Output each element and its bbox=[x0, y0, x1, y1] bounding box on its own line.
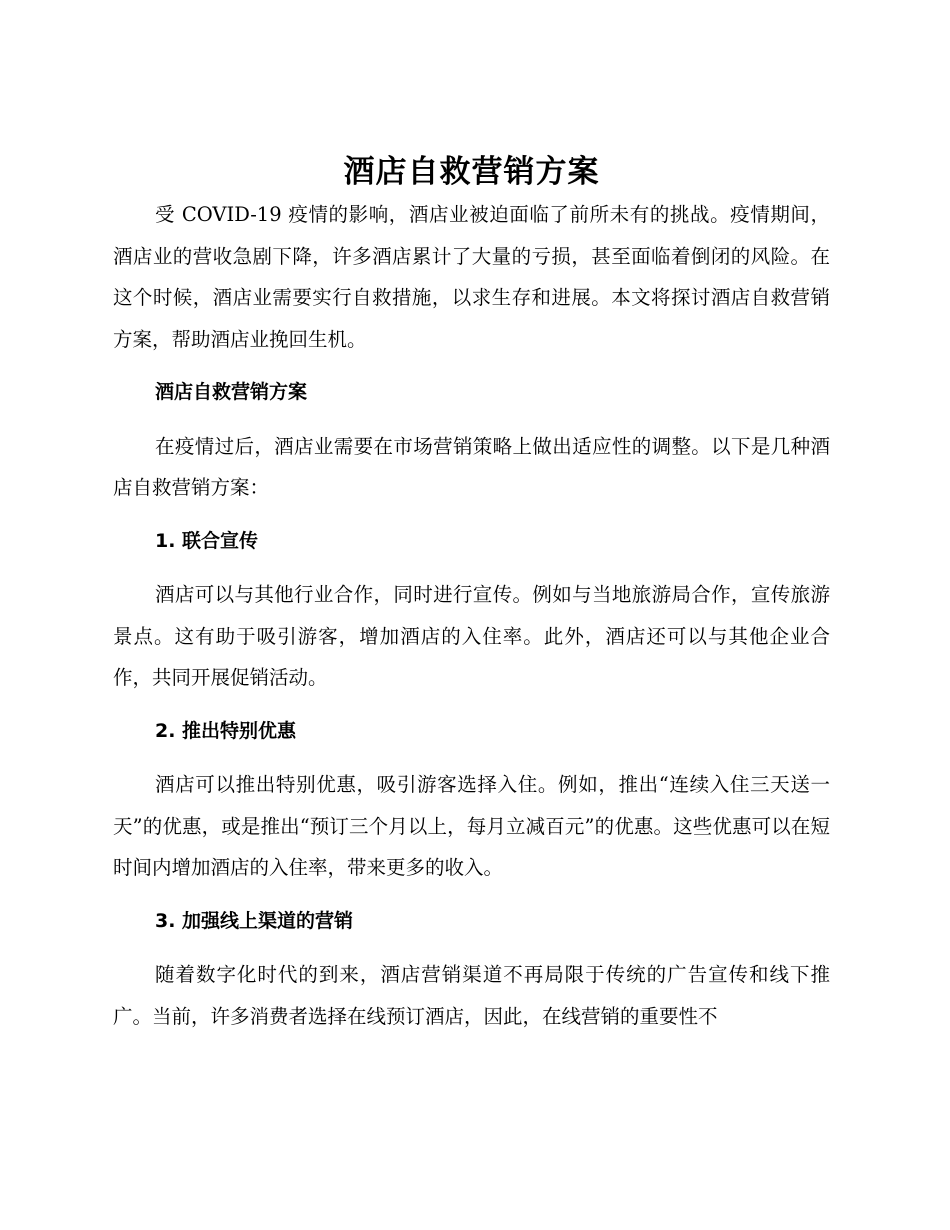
section-intro-paragraph: 在疫情过后，酒店业需要在市场营销策略上做出适应性的调整。以下是几种酒店自救营销方案： bbox=[113, 434, 830, 499]
item-heading-1: 1. 联合宣传 bbox=[155, 529, 259, 552]
spacer bbox=[113, 752, 830, 764]
spacer bbox=[113, 699, 830, 711]
document-title: 酒店自救营销方案 bbox=[343, 154, 600, 190]
spacer bbox=[113, 889, 830, 901]
spacer bbox=[113, 509, 830, 521]
item-body-3: 随着数字化时代的到来，酒店营销渠道不再局限于传统的广告宣传和线下推广。当前，许多消费者选择在线预订酒店，因此，在线营销的重要性不 bbox=[113, 963, 830, 1028]
section-heading: 酒店自救营销方案 bbox=[155, 381, 308, 403]
spacer bbox=[113, 562, 830, 574]
spacer bbox=[113, 360, 830, 372]
spacer bbox=[113, 414, 830, 426]
item-body-1: 酒店可以与其他行业合作，同时进行宣传。例如与当地旅游局合作，宣传旅游景点。这有助于吸引游客，增加酒店的入住率。此外，酒店还可以与其他企业合作，共同开展促销活动。 bbox=[113, 583, 830, 689]
item-body-2: 酒店可以推出特别优惠，吸引游客选择入住。例如，推出“连续入住三天送一天”的优惠，或是推出“预订三个月以上，每月立减百元”的优惠。这些优惠可以在短时间内增加酒店的入住率，带来更多的收入。 bbox=[113, 773, 830, 879]
spacer bbox=[113, 942, 830, 954]
item-heading-3: 3. 加强线上渠道的营销 bbox=[155, 909, 354, 932]
document-page bbox=[113, 150, 830, 1037]
intro-paragraph: 受 COVID-19 疫情的影响，酒店业被迫面临了前所未有的挑战。疫情期间，酒店业的营收急剧下降，许多酒店累计了大量的亏损，甚至面临着倒闭的风险。在这个时候，酒店业需要实行自救措施，以求生存和进展。本文将探讨酒店自救营销方案，帮助酒店业挽回生机。 bbox=[113, 203, 830, 351]
item-heading-2: 2. 推出特别优惠 bbox=[155, 719, 297, 742]
